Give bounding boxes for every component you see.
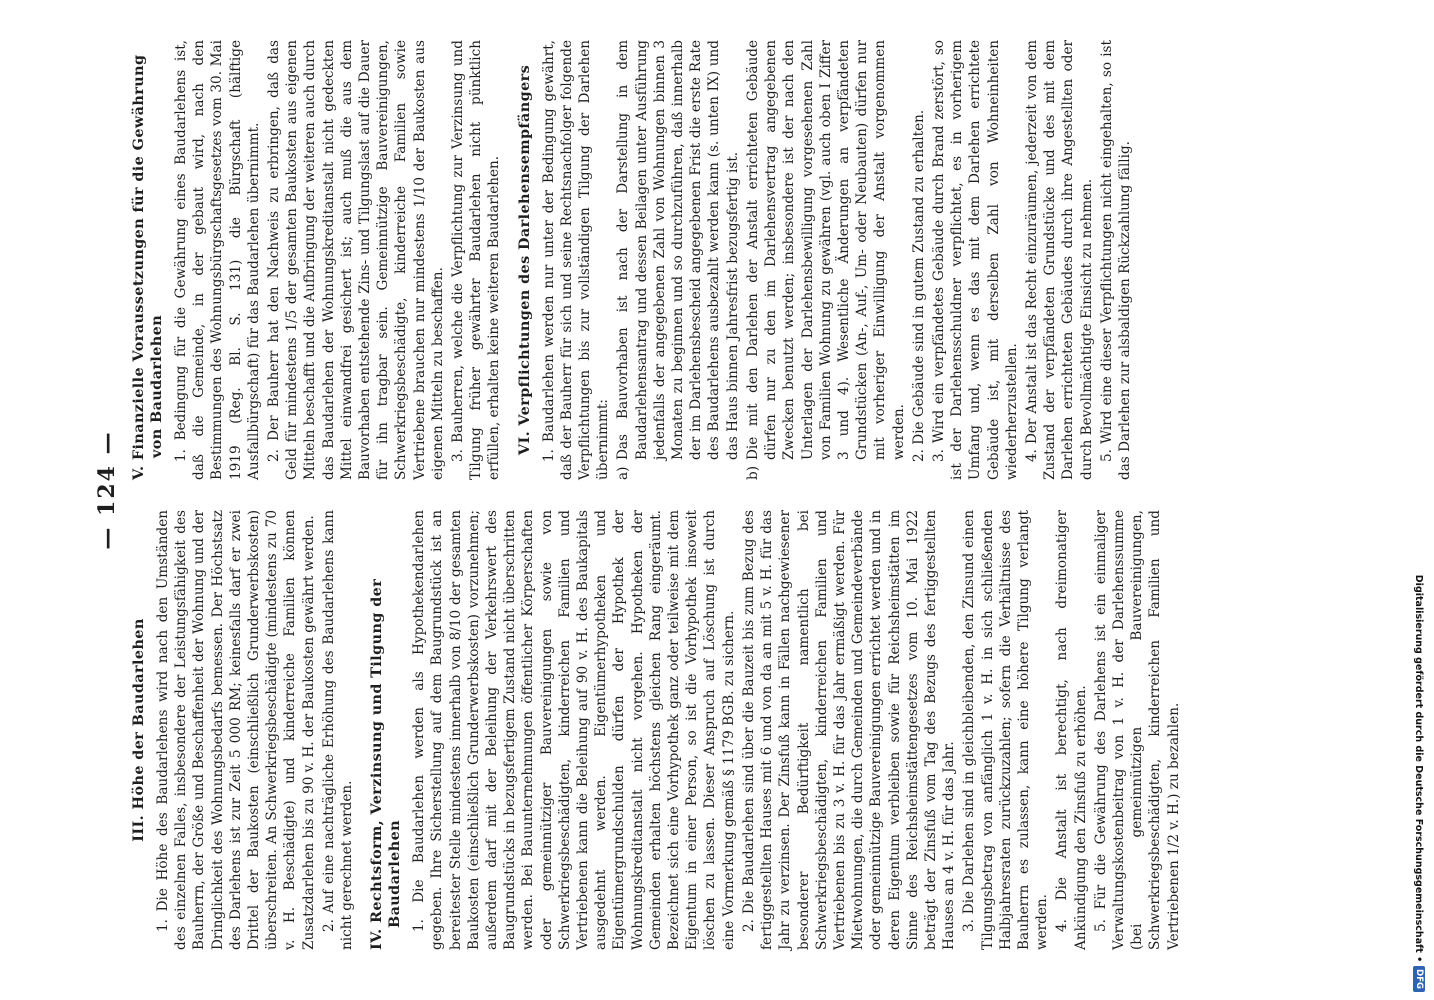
sub-item-label: b) [744,465,761,480]
section-heading-vi: VI. Verpflichtungen des Darlehensempfängers [515,64,533,456]
paragraph: 2. Der Bauherr hat den Nachweis zu erbringen, daß das Geld für mindestens 1/5 der gesamten Baukosten aus eigenen Mitteln beschafft und die Aufbringung der weiteren auch durch das Baudarlehen der Wohnungskreditanstalt nicht gedeckten Mittel einwandfrei gesichert ist; auch muß die aus dem Bauvorhaben entstehende Zins- und Tilgungslast auf die Dauer für ihn tragbar sein. Gemeinnützige Bauvereinigungen, Schwerkriegsbeschädigte, kinderreiche Familien sowie Vertriebene brauchen nur mindestens 1/10 der Baukosten aus eigenen Mitteln zu beschaffen. [266,40,446,480]
paragraph: 3. Wird ein verpfändetes Gebäude durch Brand zerstört, so ist der Darlehensschuldner verpflichtet, es in vorherigem Umfang und, wenn es das mit dem Darlehen errichtete Gebäude ist, mit derselben Zahl von Wohneinheiten wiederherzustellen. [930,40,1020,480]
paragraph: 2. Die Gebäude sind in gutem Zustand zu erhalten. [910,109,927,462]
paragraph: 4. Der Anstalt ist das Recht einzuräumen, jederzeit von dem Zustand der verpfändeten Grundstücke und des mit dem Darlehen errichteten Gebäudes durch ihre Angestellten oder durch Bevollmächtigte Einsicht zu nehmen. [1023,40,1095,480]
paragraph: 2. Auf eine nachträgliche Erhöhung des Baudarlehens kann nicht gerechnet werden. [320,510,356,950]
paragraph: 3. Bauherren, welche die Verpflichtung zur Verzinsung und Tilgung früher gewährter Baudarlehen nicht pünktlich erfüllen, erhalten keine weiteren Baudarlehen. [450,40,503,480]
sub-item-a [614,40,741,480]
page-number: — 124 — [94,430,120,550]
funding-note: Digitalisierung gefördert durch die Deutsche Forschungsgemeinschaft • [1413,574,1425,963]
paragraph: 1. Die Höhe des Baudarlehens wird nach den Umständen des einzelnen Falles, insbesondere der Leistungsfähigkeit des Bauherrn, der Größe und Beschaffenheit der Wohnung und der Dringlichkeit des Wohnungsbedarfs bemessen. Der Höchstsatz des Darlehens ist zur Zeit 5 000 RM; keinesfalls darf er zwei Drittel der Baukosten (einschließlich Grunderwerbskosten) überschreiten. An Schwerkriegsbeschädigte (mindestens zu 70 v. H. Beschädigte) und kinderreiche Familien können Zusatzdarlehen bis zu 90 v. H. der Baukosten gewährt werden. [155,510,317,950]
paragraph: 1. Baudarlehen werden nur unter der Bedingung gewährt, daß der Bauherr für sich und seine Rechtsnachfolger folgende Verpflichtungen bis zur vollständigen Tilgung der Darlehen übernimmt: [540,40,612,480]
right-column [130,40,1136,480]
paragraph: 5. Für die Gewährung des Darlehens ist ein einmaliger Verwaltungskostenbeitrag von 1 v. H. der Darlehenssumme (bei gemeinnützigen Bauvereinigungen, Schwerkriegsbeschädigten, kinderreichen Familien und Vertriebenen 1/2 v. H.) zu bezahlen. [1092,510,1182,950]
section-heading-iii: III. Höhe der Baudarlehen [130,618,147,842]
paragraph: 5. Wird eine dieser Verpflichtungen nicht eingehalten, so ist das Darlehen zur alsbaldigen Rückzahlung fällig. [1098,40,1133,480]
paragraph: 2. Die Baudarlehen sind über die Bauzeit bis zum Bezug des fertiggestellten Hauses mit 6 und von da an mit 5 v. H. für das Jahr zu verzinsen. Der Zinsfuß kann in Fällen nachgewiesener besonderer Bedürftigkeit namentlich bei Schwerkriegsbeschädigten, kinderreichen Familien und Vertriebenen bis zu 3 v. H. für das Jahr ermäßigt werden. Für Mietwohnungen, die durch Gemeinden und Gemeindeverbände oder gemeinnützige Bauvereinigungen errichtet werden und in deren Eigentum verbleiben sowie für Reichsheimstätten im Sinne des Reichsheimstättengesetzes vom 10. Mai 1922 beträgt der Zinsfuß vom Tag des Bezugs des fertiggestellten Hauses an 4 v. H. für das Jahr. [740,510,958,950]
paragraph: 1. Die Baudarlehen werden als Hypothekendarlehen gegeben. Ihre Sicherstellung auf dem Baugrundstück ist an bereitester Stelle mindestens innerhalb von 8/10 der gesamten Baukosten (einschließlich Grunderwerbskosten) vorzunehmen; außerdem darf mit der Beleihung der Verkehrswert des Baugrundstücks in bezugsfertigem Zustand nicht überschritten werden. Bei Bauunternehmungen öffentlicher Körperschaften oder gemeinnütziger Bauvereinigungen sowie von Schwerkriegsbeschädigten, kinderreichen Familien und Vertriebenen kann die Beleihung auf 90 v. H. des Baukapitals ausgedehnt werden. Eigentümerhypotheken und Eigentümergrundschulden dürfen der Hypothek der Wohnungskreditanstalt nicht vorgehen. Hypotheken der Gemeinden erhalten höchstens gleichen Rang eingeräumt. Bezeichnet sich eine Vorhypothek ganz oder teilweise mit dem Eigentum in einer Person, so ist die Vorhypothek insoweit löschen zu lassen. Dieser Anspruch auf Löschung ist durch eine Vormerkung gemäß § 1179 BGB. zu sichern. [411,510,737,950]
section-heading-iv: IV. Rechtsform, Verzinsung und Tilgung der Baudarlehen [368,578,404,950]
digitization-note [1408,8,1430,992]
paragraph: 4. Die Anstalt ist berechtigt, nach dreimonatiger Ankündigung den Zinsfuß zu erhöhen. [1054,510,1089,950]
rotated-page [90,0,1290,980]
section-heading-v: V. Finanzielle Voraussetzungen für die Gewährung von Baudarlehen [130,54,165,480]
dfg-logo: DFG [1413,966,1425,992]
sub-item-b [744,40,908,480]
paragraph: 1. Bedingung für die Gewährung eines Baudarlehens ist, daß die Gemeinde, in der gebaut wird, nach den Bestimmungen des Wohnungsbürgschaftsgesetzes vom 30. Mai 1919 (Reg. Bl. S. 131) die Bürgschaft (hälftige Ausfallbürgschaft) für das Baudarlehen übernimmt. [173,40,262,480]
sub-item-label: a) [615,466,632,480]
left-column [130,510,1185,950]
paragraph: 3. Die Darlehen sind in gleichbleibenden, den Zinsund einen Tilgungsbetrag von anfänglich 1 v. H. in sich schließenden Halbjahresraten zurückzuzahlen; sofern die Verhältnisse des Bauherrn es zulassen, kann eine höhere Tilgung verlangt werden. [961,510,1051,950]
sub-item-text: Die mit den Darlehen der Anstalt errichteten Gebäude dürfen nur zu den im Darlehensvertrag angegebenen Zwecken benutzt werden; insbesondere ist der nach den Unterlagen der Darlehensbewilligung vorgesehenen Zahl von Familien Wohnung zu gewähren (vgl. auch oben I Ziffer 3 und 4). Wesentliche Änderungen an verpfändeten Grundstücken (An-, Auf-, Um- oder Neubauten) dürfen nur mit vorheriger Einwilligung der Anstalt vorgenommen werden. [744,40,907,460]
sub-item-text: Das Bauvorhaben ist nach der Darstellung in dem Baudarlehensantrag und dessen Beilagen unter Ausführung jedenfalls der angegebenen Zahl von Wohnungen binnen 3 Monaten zu beginnen und so durchzuführen, daß innerhalb der im Darlehensbescheid angegebenen Frist die erste Rate des Baudarlehens ausbezahlt werden kann (s. unten IX) und das Haus binnen Jahresfrist bezugsfertig ist. [615,40,741,460]
